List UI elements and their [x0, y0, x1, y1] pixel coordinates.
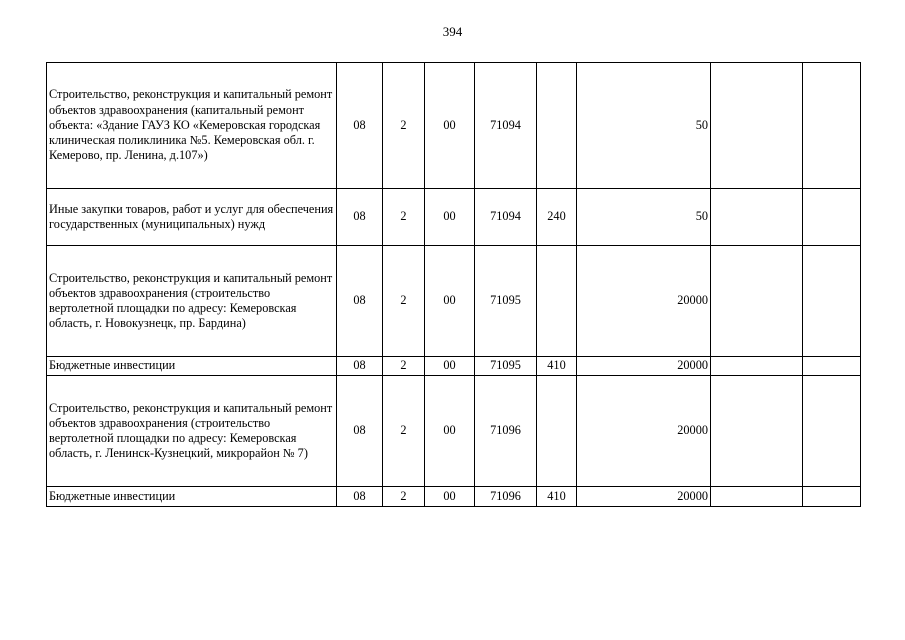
amount-cell: 20000	[577, 487, 711, 507]
row-description: Строительство, реконструкция и капитальный ремонт объектов здравоохранения (капитальный ремонт объекта: «Здание ГАУЗ КО «Кемеровская городская клиническая поликлиника №5. Кемеровская обл. г. Кемерово, пр. Ленина, д.107»)	[47, 63, 337, 189]
program-cell: 00	[425, 189, 475, 246]
section-cell: 08	[337, 63, 383, 189]
row-description: Строительство, реконструкция и капитальный ремонт объектов здравоохранения (строительство вертолетной площадки по адресу: Кемеровская область, г. Ленинск-Кузнецкий, микрорайон № 7)	[47, 376, 337, 487]
extra-cell	[711, 63, 803, 189]
table-row	[47, 63, 861, 189]
program-cell: 00	[425, 63, 475, 189]
section-cell: 08	[337, 376, 383, 487]
extra-cell	[803, 189, 861, 246]
expense-type-cell	[537, 376, 577, 487]
table-row	[47, 487, 861, 507]
budget-table	[46, 62, 861, 507]
code-cell: 71095	[475, 357, 537, 376]
subsection-cell: 2	[383, 246, 425, 357]
subsection-cell: 2	[383, 376, 425, 487]
section-cell: 08	[337, 246, 383, 357]
table-row	[47, 189, 861, 246]
amount-cell: 20000	[577, 246, 711, 357]
amount-cell: 50	[577, 63, 711, 189]
code-cell: 71096	[475, 376, 537, 487]
code-cell: 71096	[475, 487, 537, 507]
expense-type-cell	[537, 246, 577, 357]
extra-cell	[711, 376, 803, 487]
extra-cell	[803, 246, 861, 357]
amount-cell: 20000	[577, 357, 711, 376]
extra-cell	[803, 376, 861, 487]
extra-cell	[711, 246, 803, 357]
extra-cell	[711, 487, 803, 507]
table-row	[47, 376, 861, 487]
row-description: Бюджетные инвестиции	[47, 487, 337, 507]
section-cell: 08	[337, 189, 383, 246]
section-cell: 08	[337, 487, 383, 507]
program-cell: 00	[425, 487, 475, 507]
extra-cell	[711, 189, 803, 246]
code-cell: 71094	[475, 189, 537, 246]
extra-cell	[711, 357, 803, 376]
expense-type-cell: 410	[537, 487, 577, 507]
amount-cell: 20000	[577, 376, 711, 487]
extra-cell	[803, 63, 861, 189]
expense-type-cell: 240	[537, 189, 577, 246]
table-row	[47, 357, 861, 376]
section-cell: 08	[337, 357, 383, 376]
subsection-cell: 2	[383, 189, 425, 246]
table-row	[47, 246, 861, 357]
program-cell: 00	[425, 246, 475, 357]
expense-type-cell: 410	[537, 357, 577, 376]
amount-cell: 50	[577, 189, 711, 246]
expense-type-cell	[537, 63, 577, 189]
code-cell: 71095	[475, 246, 537, 357]
row-description: Строительство, реконструкция и капитальный ремонт объектов здравоохранения (строительство вертолетной площадки по адресу: Кемеровская область, г. Новокузнецк, пр. Бардина)	[47, 246, 337, 357]
program-cell: 00	[425, 376, 475, 487]
extra-cell	[803, 357, 861, 376]
page-number: 394	[442, 24, 463, 39]
code-cell: 71094	[475, 63, 537, 189]
extra-cell	[803, 487, 861, 507]
program-cell: 00	[425, 357, 475, 376]
subsection-cell: 2	[383, 357, 425, 376]
subsection-cell: 2	[383, 487, 425, 507]
subsection-cell: 2	[383, 63, 425, 189]
row-description: Иные закупки товаров, работ и услуг для обеспечения государственных (муниципальных) нужд	[47, 189, 337, 246]
row-description: Бюджетные инвестиции	[47, 357, 337, 376]
